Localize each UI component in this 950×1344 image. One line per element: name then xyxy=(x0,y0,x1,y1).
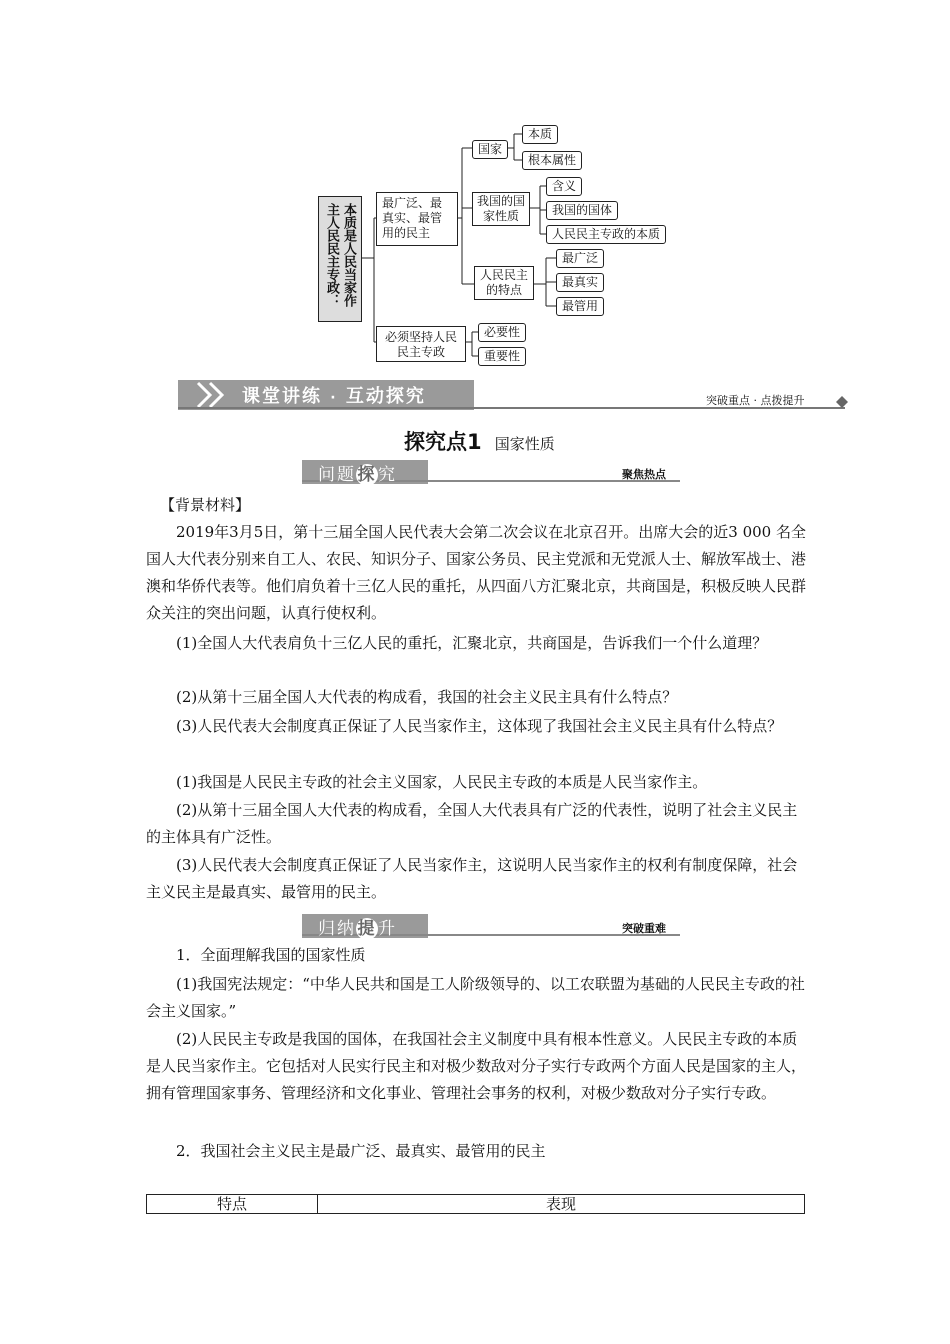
node-zuiguanyong: 最管用 xyxy=(556,297,604,316)
answer-2: (2)从第十三届全国人大代表的构成看，全国人大代表具有广泛的代表性，说明了社会主义民主的主体具有广泛性。 xyxy=(146,801,798,846)
question-1: (1)全国人大代表肩负十三亿人民的重托，汇聚北京，共商国是，告诉我们一个什么道理？ xyxy=(176,634,768,652)
wenti-post: 究 xyxy=(378,465,397,485)
wenti-right-label: 聚焦热点 xyxy=(622,468,666,481)
material-label: 【背景材料】 xyxy=(160,496,251,514)
point1-a: (1)我国宪法规定：“中华人民共和国是工人阶级领导的、以工农联盟为基础的人民民主专政的社会主义国家。” xyxy=(146,975,805,1020)
node-zuizhenshi: 最真实 xyxy=(556,273,604,292)
material-paragraph: 2019年3月5日，第十三届全国人民代表大会第二次会议在北京召开。出席大会的近3 000 名全国人大代表分别来自工人、农民、知识分子、国家公务员、民主党派和无党派人士、解放军战士、港澳和华侨代表等。他们肩负着十三亿人民的重托，从四面八方汇聚北京，共商国是，积极反映人民群众关注的突出问题，认真行使权利。 xyxy=(146,523,807,622)
point2-title: 2．我国社会主义民主是最广泛、最真实、最管用的民主 xyxy=(176,1142,546,1160)
wenti-pre: 问题 xyxy=(318,465,356,485)
node-dictatorship-essence: 人民民主专政的本质 xyxy=(546,225,666,244)
banner-dot: · xyxy=(330,390,338,406)
features-table xyxy=(146,1194,805,1214)
concept-map-root: 本质是人民当家作主人民民主专政： xyxy=(318,196,362,322)
point1-b: (2)人民民主专政是我国的国体，在我国社会主义制度中具有根本性意义。人民民主专政的本质是人民当家作主。它包括对人民实行民主和对极少数敌对分子实行专政两个方面人民是国家的主人，拥有管理国家事务、管理经济和文化事业、管理社会事务的权利，对极少数敌对分子实行专政。 xyxy=(146,1030,807,1102)
wenti-title xyxy=(318,460,397,486)
node-hanyi: 含义 xyxy=(546,177,582,196)
section-number: 探究点1 xyxy=(404,430,482,454)
guina-right-label: 突破重难 xyxy=(622,922,666,935)
node-genben: 根本属性 xyxy=(522,151,582,170)
node-guojia: 国家 xyxy=(472,140,508,159)
guina-circle: 提 xyxy=(357,919,377,939)
table-header-cell: 表现 xyxy=(318,1195,805,1214)
table-header-row xyxy=(147,1195,805,1214)
node-zhongyao: 重要性 xyxy=(478,347,526,366)
concept-map-connectors xyxy=(0,0,950,380)
node-benzhi: 本质 xyxy=(522,125,558,144)
wenti-circle: 探 xyxy=(357,465,377,485)
node-biyao: 必要性 xyxy=(478,323,526,342)
node-guoti: 我国的国体 xyxy=(546,201,618,220)
branch-democracy: 最广泛、最真实、最管用的民主 xyxy=(376,192,458,246)
question-3: (3)人民代表大会制度真正保证了人民当家作主，这体现了我国社会主义民主具有什么特点？ xyxy=(176,717,783,735)
guina-title xyxy=(318,914,397,940)
point1-title: 1．全面理解我国的国家性质 xyxy=(176,946,366,964)
answer-3: (3)人民代表大会制度真正保证了人民当家作主，这说明人民当家作主的权利有制度保障，社会主义民主是最真实、最管用的民主。 xyxy=(146,856,798,901)
section-heading xyxy=(404,426,555,456)
diamond-icon xyxy=(836,396,848,408)
branch-dictatorship: 必须坚持人民民主专政 xyxy=(376,326,466,362)
banner-right-label: 突破重点 · 点拨提升 xyxy=(706,394,805,407)
chevron-arrows-icon xyxy=(194,380,234,410)
node-national-nature: 我国的国家性质 xyxy=(472,192,530,226)
answer-1: (1)我国是人民民主专政的社会主义国家，人民民主专政的本质是人民当家作主。 xyxy=(176,773,708,791)
question-2: (2)从第十三届全国人大代表的构成看，我国的社会主义民主具有什么特点？ xyxy=(176,688,678,706)
banner-title xyxy=(242,382,426,408)
table-header-cell: 特点 xyxy=(147,1195,318,1214)
guina-post: 升 xyxy=(378,919,397,939)
banner-title-b: 互动探究 xyxy=(345,386,426,407)
banner-title-a: 课堂讲练 xyxy=(242,386,322,407)
section-name: 国家性质 xyxy=(494,435,555,453)
node-features: 人民民主的特点 xyxy=(474,266,534,300)
node-zuiguangfan: 最广泛 xyxy=(556,249,604,268)
guina-pre: 归纳 xyxy=(318,919,356,939)
